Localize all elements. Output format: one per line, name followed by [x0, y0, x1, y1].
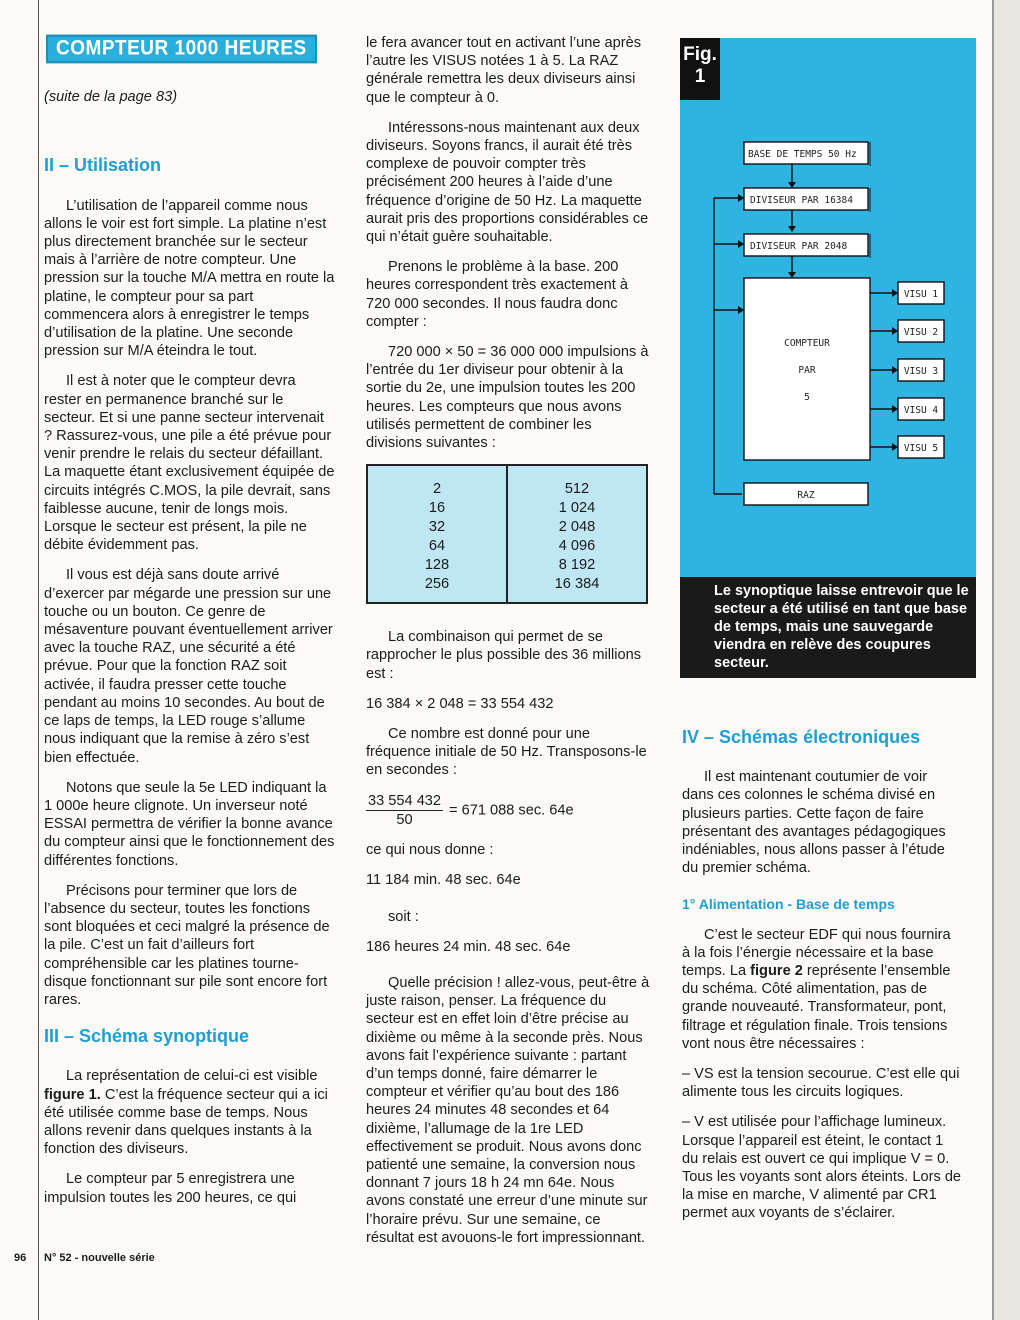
block-diagram: [680, 38, 976, 578]
table-column-left: 2 16 32 64 128 256: [367, 465, 507, 603]
heading-utilisation: II – Utilisation: [44, 155, 162, 176]
divisions-table: [366, 464, 648, 604]
paragraph: – V est utilisée pour l’affichage lumineux. Lorsque l’appareil est éteint, le contact 1 du relais est ouvert ce qui implique V = 0. Tous les voyants sont alors éteints. Lors de la mise en marche, V alimenté par CR1 permet aux voyants de s’éclairer.: [682, 1114, 962, 1222]
paragraph: Le compteur par 5 enregistrera une impulsion toutes les 200 heures, ce qui: [44, 1171, 297, 1206]
base-label: BASE DE TEMPS 50 Hz: [748, 149, 857, 160]
page-number: 96: [14, 1252, 27, 1264]
figure-1-synoptic: [680, 38, 976, 678]
paragraph: Intéressons-nous maintenant aux deux diviseurs. Soyons francs, il aurait été très complexe de pouvoir compter très précisément 200 heures à l’aide d’une fréquence d’origine de 50 Hz. La maquette aurait pris des proportions considérables ce qui n’était guère souhaitable.: [366, 119, 649, 246]
paragraph: Il est à noter que le compteur devra rester en permanence branché sur le secteur. Et si une panne secteur intervenait ? Rassurez-vous, une pile a été prévue pour venir prendre le relais du secteur défaillant. La maquette étant exclusivement équipée de circuits intégrés C.MOS, la pile devrait, sans faiblesse aucune, tenir de longs mois. Lorsque le secteur est présent, la pile ne débite évidemment pas.: [44, 373, 335, 554]
equation: 11 184 min. 48 sec. 64e: [366, 872, 521, 889]
visu-label: VISU 5: [903, 443, 939, 454]
subheading-alimentation: 1° Alimentation - Base de temps: [682, 896, 895, 913]
paragraph: Quelle précision ! allez-vous, peut-être à juste raison, penser. La fréquence du secteur est en effet loin d’être précise au dixième ou même à la seconde près. Nous avons fait l’expérience suivante : partant d’un temps donné, faire démarrer le compteur et vérifier qu’au bout des 186 heures 24 minutes 48 secondes et 64 dixième, l’allumage de la 1re LED effectivement se produit. Nous avons donc patienté une semaine, la conversion nous donnant 7 jours 18 h 24 mn 64e. Nous avons constaté une erreur d’une minute sur l’horaire prévu. Sur une semaine, ce résultat est avouons-le fort impressionnant.: [366, 974, 650, 1246]
paragraph: La combinaison qui permet de se rapprocher le plus possible des 36 millions est :: [366, 629, 641, 682]
column-1: [44, 36, 336, 1219]
paragraph: La représentation de celui-ci est visible figure 1. C’est la fréquence secteur qui a ici été utilisée comme base de temps. Nous allons revenir dans quelques instants à la fonction des diviseurs.: [44, 1068, 328, 1158]
issue-footer: N° 52 - nouvelle série: [44, 1252, 155, 1264]
equation: 16 384 × 2 048 = 33 554 432: [366, 695, 554, 712]
figure-caption: Le synoptique laisse entrevoir que le secteur a été utilisé en tant que base de temps, mais une sauvegarde viendra en relève des coupures secteur.: [680, 577, 976, 678]
continued-note: (suite de la page 83): [44, 89, 178, 106]
paragraph: Ce nombre est donné pour une fréquence initiale de 50 Hz. Transposons-le en secondes :: [366, 726, 647, 779]
paragraph: Notons que seule la 5e LED indiquant la 1 000e heure clignote. Un inverseur noté ESSAI permettra de vérifier la bonne avance du compteur ainsi que le fonctionnement des différentes fonctions.: [44, 779, 335, 869]
page-edge: [992, 0, 1020, 1320]
table-column-right: 512 1 024 2 048 4 096 8 192 16 384: [507, 465, 647, 603]
counter-label: COMPTEUR: [784, 338, 830, 349]
paragraph: 720 000 × 50 = 36 000 000 impulsions à l’entrée du 1er diviseur pour obtenir à la sortie du 2e, une impulsion toutes les 200 heures. Les compteurs que nous avons utilisés permettent de combiner les divisions suivantes :: [366, 344, 649, 452]
paragraph: Précisons pour terminer que lors de l’absence du secteur, toutes les fonctions sont bloquées et ceci malgré la présence de la pile. C’est un fait d’ailleurs fort compréhensible car les platines tourne-disque fonctionnant sur pile sont encore fort rares.: [44, 882, 330, 1008]
heading-synoptique: III – Schéma synoptique: [44, 1026, 250, 1047]
paragraph: Il est maintenant coutumier de voir dans ces colonnes le schéma divisé en plusieurs parties. Cette façon de faire présentant des avantages pédagogiques indéniables, nous allons passer à l’étude du premier schéma.: [682, 769, 946, 877]
equation: 186 heures 24 min. 48 sec. 64e: [366, 938, 571, 955]
raz-label: RAZ: [797, 490, 815, 501]
visu-label: VISU 2: [903, 327, 939, 338]
visu-label: VISU 3: [903, 366, 939, 377]
fraction-equation: $\frac{33 554 432}{50}$ = 671 088 sec. 64e: [368, 792, 574, 828]
counter-label: 5: [804, 392, 810, 403]
heading-schemas: IV – Schémas électroniques: [682, 727, 921, 747]
paragraph: Il vous est déjà sans doute arrivé d’exercer par mégarde une pression sur une touche ou un bouton. Ce genre de mésaventure pouvant éventuellement arriver avec la touche RAZ, une sécurité a été prévue. Pour que la fonction RAZ soit activée, il faudra presser cette touche pendant au moins 10 secondes. Au bout de ce laps de temps, la LED rouge s’allume nous indiquant que la remise à zéro s’est bien effectuée.: [44, 567, 333, 766]
column-2: [366, 34, 650, 1259]
visu-label: VISU 4: [903, 405, 939, 416]
paragraph: Prenons le problème à la base. 200 heures correspondent très exactement à 720 000 secondes. Il nous faudra donc compter :: [366, 259, 629, 330]
margin-rule: [38, 0, 39, 1320]
paragraph: C’est le secteur EDF qui nous fournira à la fois l’énergie nécessaire et la base temps. La figure 2 représente l’ensemble du schéma. Côté alimentation, pas de grande nouveauté. Transformateur, pont, filtrage et régulation finale. Trois tensions vont nous être nécessaires :: [682, 926, 951, 1052]
divider-2-label: DIVISEUR PAR 2048: [750, 241, 848, 252]
paragraph: ce qui nous donne :: [366, 842, 494, 859]
paragraph: L’utilisation de l’appareil comme nous allons le voir est fort simple. La platine n’est plus directement branchée sur le secteur mais à l’arrière de notre compteur. Une pression sur la touche M/A mettra en route la platine, le compteur pour sa part commencera alors à enregistrer le temps d’utilisation de la platine. Une seconde pression sur M/A éteindra le tout.: [44, 197, 335, 360]
column-3: [682, 728, 962, 1235]
paragraph: le fera avancer tout en activant l’une après l’autre les VISUS notées 1 à 5. La RAZ générale remettra les deux diviseurs ainsi que le compteur à 0.: [366, 35, 642, 106]
article-title: COMPTEUR 1000 HEURES: [46, 35, 317, 64]
divider-1-label: DIVISEUR PAR 16384: [750, 195, 853, 206]
visu-label: VISU 1: [903, 289, 939, 300]
figure-tag: Fig. 1: [680, 38, 720, 100]
counter-label: PAR: [798, 365, 816, 376]
paragraph: soit :: [388, 908, 419, 925]
paragraph: – VS est la tension secourue. C’est elle qui alimente tous les circuits logiques.: [682, 1066, 960, 1101]
